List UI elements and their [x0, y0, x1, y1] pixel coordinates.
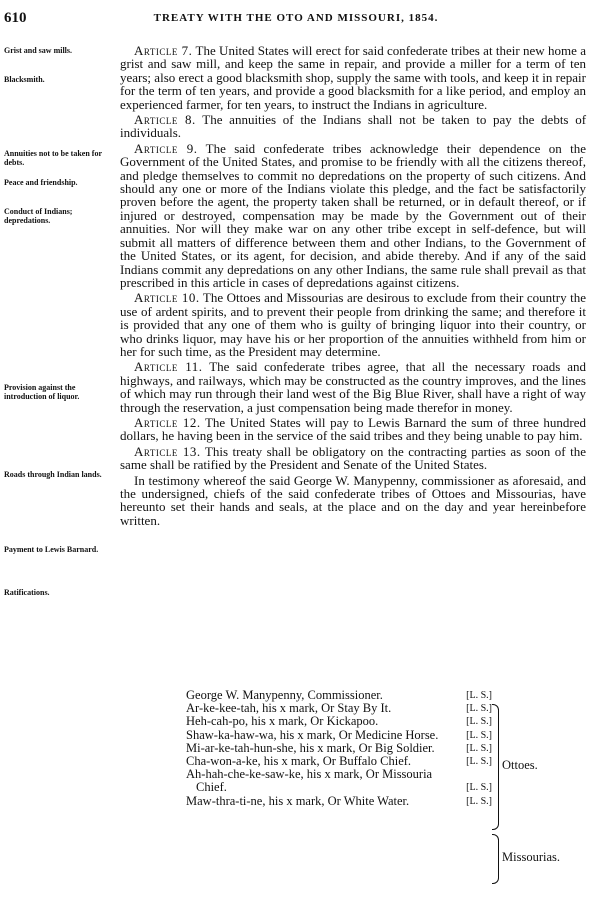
article-label: Article 12. [134, 414, 201, 430]
margin-note-roads: Roads through Indian lands. [4, 470, 102, 479]
signatory-name: Maw-thra-ti-ne, his x mark, Or White Water. [186, 793, 410, 808]
article-label: Article 8. [134, 112, 196, 128]
article-8 [120, 113, 586, 140]
testimony-clause: In testimony whereof the said George W. Manypenny, commissioner as aforesaid, and the undersigned, chiefs of the said confederate tribes of Ottoes and Missourias, have hereunto set their hands and seals, at the place and on the day and year hereinbefore written. [120, 472, 586, 528]
signatory-name: Heh-cah-po, his x mark, Or Kickapoo. [186, 714, 379, 729]
signature-line [186, 715, 492, 728]
article-12 [120, 416, 586, 443]
article-label: Article 13. [134, 443, 201, 459]
signatory-name: Ar-ke-kee-tah, his x mark, Or Stay By It. [186, 701, 392, 716]
signatory-name: George W. Manypenny, Commissioner. [186, 688, 383, 702]
page-number: 610 [4, 10, 27, 26]
article-label: Article 11. [134, 359, 203, 375]
signature-block [186, 689, 586, 808]
tribe-label-missourias: Missourias. [502, 850, 560, 864]
seal-mark: [L. S.] [466, 795, 492, 807]
signature-line [186, 729, 492, 742]
signatory-name: Ah-hah-che-ke-saw-ke, his x mark, Or Missouria Chief. [186, 767, 433, 795]
margin-note-ratifications: Ratifications. [4, 588, 50, 597]
article-text: The annuities of the Indians shall not be taken to pay the debts of individuals. [120, 112, 587, 141]
tribe-label-ottoes: Ottoes. [502, 758, 538, 772]
signatory-name: Shaw-ka-haw-wa, his x mark, Or Medicine Horse. [186, 727, 439, 742]
seal-mark: [L. S.] [466, 703, 492, 715]
article-13 [120, 445, 586, 472]
article-text: The said confederate tribes agree, that all the necessary roads and highways, and railways, which may be constructed as the country improves, and the lines of which may run through their land west of the Big Blue River, shall have a right of way through the reservation, a just compensation being made therefor in money. [120, 359, 587, 415]
signatory-name: Cha-won-a-ke, his x mark, Or Buffalo Chief. [186, 754, 412, 769]
article-text: The United States will erect for said confederate tribes at their new home a grist and saw mill, and keep the same in repair, and provide a miller for a term of ten years; also erect a good blacksmith shop, supply the same with tools, and keep it in repair for the term of ten years, and provide a good blacksmith for a like period, and employ an experienced farmer, for ten years, to instruct the Indians in agriculture. [120, 43, 586, 112]
article-label: Article 7. [134, 43, 193, 58]
margin-note-depredations: Conduct of Indians; depredations. [4, 207, 73, 225]
seal-mark: [L. S.] [466, 716, 492, 728]
margin-note-annuities: Annuities not to be taken for debts. [4, 149, 102, 167]
page-header [4, 10, 588, 30]
seal-mark: [L. S.] [466, 742, 492, 754]
treaty-body [120, 44, 586, 529]
article-text: The said confederate tribes acknowledge their dependence on the Government of the United States, and promise to be friendly with all the citizens thereof, and pledge themselves to commit no depredations on the property of such citizens. And should any one or more of the Indians violate this pledge, and the fact be satisfactorily proven before the agent, the property taken shall be returned, or in default thereof, or if injured or destroyed, compensation may be made by the Government out of their annuities. Nor will they make war on any other tribe except in self-defence, but will submit all matters of difference between them and other Indians, to the Government of the United States, or its agent, for decision, and abide thereby. And if any of the said Indians commit any depredations on any other Indians, the same rule shall prevail as that prescribed in this article in cases of depredations against citizens. [120, 140, 587, 290]
running-head: TREATY WITH THE OTO AND MISSOURI, 1854. [153, 12, 439, 24]
article-11 [120, 360, 586, 414]
article-text: The United States will pay to Lewis Barnard the sum of three hundred dollars, he having been in the service of the said tribes and they being unable to pay him. [120, 414, 587, 444]
seal-mark: [L. S.] [466, 756, 492, 768]
margin-note-peace: Peace and friendship. [4, 178, 78, 187]
signature-line [186, 795, 492, 808]
article-label: Article 10. [134, 290, 200, 306]
missourias-brace [492, 834, 499, 884]
article-9 [120, 142, 586, 289]
margin-note-lewis-barnard: Payment to Lewis Barnard. [4, 545, 99, 554]
seal-mark: [L. S.] [466, 729, 492, 741]
seal-mark: [L. S.] [466, 690, 492, 701]
signature-line [186, 768, 492, 794]
margin-note-grist-mills: Grist and saw mills. [4, 46, 73, 55]
ottoes-brace [492, 704, 499, 830]
margin-note-blacksmith: Blacksmith. [4, 75, 45, 84]
article-7 [120, 44, 586, 111]
article-text: The Ottoes and Missourias are desirous to exclude from their country the use of ardent spirits, and to prevent their people from drinking the same; and therefore it is provided that any one of them who is guilty of bringing liquor into their country, or who drinks liquor, may have his or her proportion of the annuities withheld from him or her for such time, as the President may determine. [120, 290, 587, 359]
article-10 [120, 291, 586, 358]
article-label: Article 9. [134, 140, 198, 156]
signatory-name: Mi-ar-ke-tah-hun-she, his x mark, Or Big Soldier. [186, 740, 435, 755]
article-text: This treaty shall be obligatory on the contracting parties as soon of the same shall be ratified by the President and Senate of the United States. [120, 443, 587, 473]
seal-mark: [L. S.] [466, 782, 492, 794]
margin-note-liquor: Provision against the introduction of liquor. [4, 383, 80, 401]
